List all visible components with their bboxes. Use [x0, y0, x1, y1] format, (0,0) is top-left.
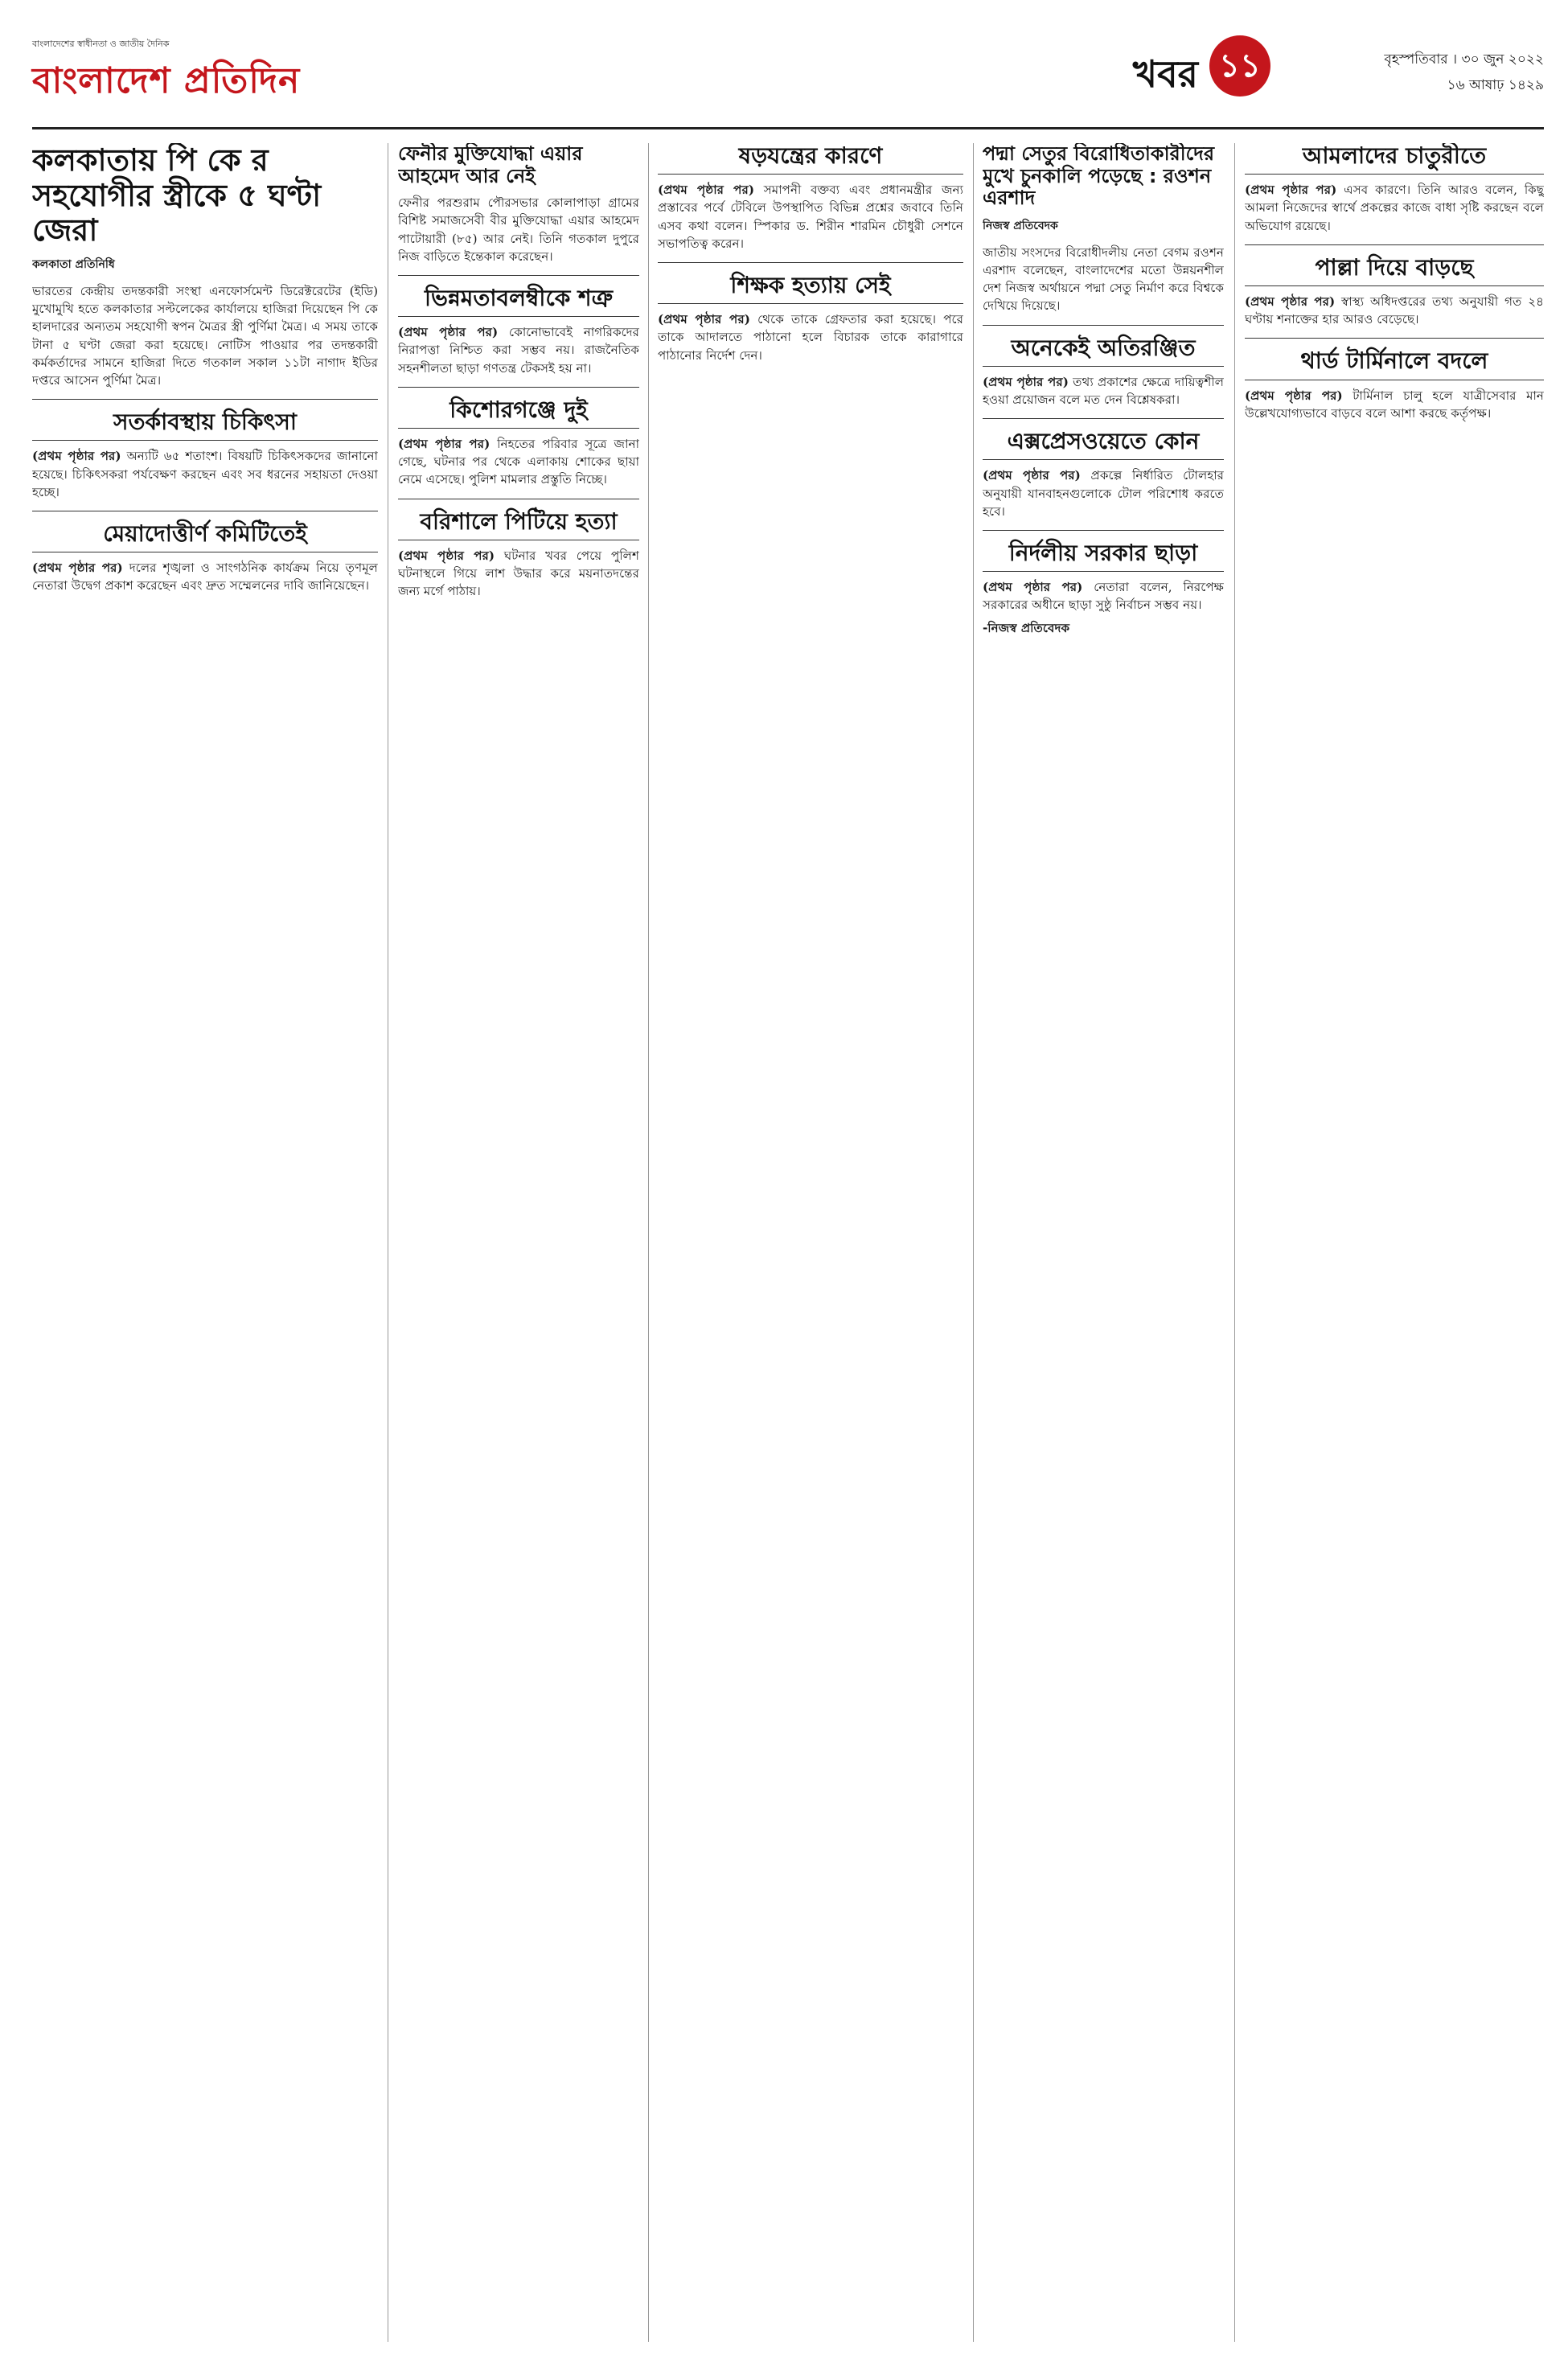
article-headline: ফেনীর মুক্তিযোদ্ধা এয়ার আহমেদ আর নেই	[398, 143, 583, 187]
column-5	[1245, 143, 1544, 2342]
divider	[32, 399, 378, 400]
divider	[983, 325, 1224, 326]
continued-ref: (প্রথম পৃষ্ঠার পর)	[1245, 388, 1343, 403]
article-headline: থার্ড টার্মিনালে বদলে	[1245, 348, 1544, 380]
article-headline: অনেকেই অতিরঞ্জিত	[983, 335, 1224, 367]
article-body: অন্যটি ৬৫ শতাংশ। বিষয়টি চিকিৎসকদের জানানো হয়েছে। চিকিৎসকরা পর্যবেক্ষণ করছেন এবং সব ধরনের সহায়তা দেওয়া হচ্ছে।	[32, 449, 378, 499]
article-headline: ভিন্নমতাবলম্বীকে শত্রু	[398, 285, 639, 317]
article-body: সমাপনী বক্তব্য এবং প্রধানমন্ত্রীর জন্য প্রস্তাবের পর্বে টেবিলে উপস্থাপিত বিভিন্ন প্রশ্নের জবাবে তিনি এসব কথা বলেন। স্পিকার ড. শিরীন শারমিন চৌধুরী সেশনে সভাপতিত্ব করেন।	[658, 183, 963, 251]
article-headline: নির্দলীয় সরকার ছাড়া	[983, 540, 1224, 572]
article-headline: পাল্লা দিয়ে বাড়ছে	[1245, 255, 1544, 286]
article-headline: বরিশালে পিটিয়ে হত্যা	[398, 509, 639, 540]
column-divider	[1234, 143, 1235, 2342]
article-headline: সতর্কাবস্থায় চিকিৎসা	[32, 409, 378, 441]
continued-ref: (প্রথম পৃষ্ঠার পর)	[398, 436, 491, 451]
continued-ref: (প্রথম পৃষ্ঠার পর)	[658, 312, 750, 327]
continued-ref: (প্রথম পৃষ্ঠার পর)	[1245, 294, 1336, 309]
divider	[983, 418, 1224, 419]
continued-ref: (প্রথম পৃষ্ঠার পর)	[983, 374, 1069, 389]
column-3	[658, 143, 963, 2342]
logo-name: বাংলাদেশ প্রতিদিন	[32, 60, 301, 101]
article-headline: শিক্ষক হত্যায় সেই	[658, 273, 963, 304]
article-body: তথ্য প্রকাশের ক্ষেত্রে দায়িত্বশীল হওয়া প্রয়োজন বলে মত দেন বিশ্লেষকরা।	[983, 374, 1224, 407]
article-headline: আমলাদের চাতুরীতে	[1245, 143, 1544, 175]
section-label: খবর	[1132, 52, 1198, 96]
article-body: দলের শৃঙ্খলা ও সাংগঠনিক কার্যক্রম নিয়ে তৃণমূল নেতারা উদ্বেগ প্রকাশ করেছেন এবং দ্রুত সম্মেলনের দাবি জানিয়েছেন।	[32, 561, 378, 594]
article-headline: মেয়াদোত্তীর্ণ কমিটিতেই	[32, 521, 378, 552]
continued-ref: (প্রথম পৃষ্ঠার পর)	[32, 449, 121, 464]
article-body: ভারতের কেন্দ্রীয় তদন্তকারী সংস্থা এনফোর্সমেন্ট ডিরেক্টরেটের (ইডি) মুখোমুখি হতে কলকাতার সল্টলেকের কার্যালয়ে হাজিরা দিয়েছেন পি কে হালদারের অন্যতম সহযোগী স্বপন মৈত্রর স্ত্রী পুর্ণিমা মৈত্র। এ সময় তাকে টানা ৫ ঘণ্টা জেরা করা হয়েছে। নোটিস পাওয়ার পর তদন্তকারী কর্মকর্তাদের সামনে হাজিরা দিতে গতকাল সকাল ১১টা নাগাদ ইডির দপ্তরে আসেন পুর্ণিমা মৈত্র।	[32, 284, 378, 388]
column-1	[32, 143, 378, 2342]
continued-ref: (প্রথম পৃষ্ঠার পর)	[658, 183, 755, 198]
divider	[398, 275, 639, 276]
dateline	[1384, 47, 1544, 98]
column-2	[398, 143, 639, 2342]
divider	[658, 262, 963, 263]
article-body: নেতারা বলেন, নিরপেক্ষ সরকারের অধীনে ছাড়া সুষ্ঠু নির্বাচন সম্ভব নয়।	[983, 580, 1224, 613]
article-body: কোনোভাবেই নাগরিকদের নিরাপত্তা নিশ্চিত করা সম্ভব নয়। রাজনৈতিক সহনশীলতা ছাড়া গণতন্ত্র টেকসই হয় না।	[398, 325, 639, 376]
article-byline: কলকাতা প্রতিনিধি	[32, 258, 115, 272]
article-body: প্রকল্পে নির্ধারিত টোলহার অনুযায়ী যানবাহনগুলোকে টোল পরিশোধ করতে হবে।	[983, 468, 1224, 519]
article-body: থেকে তাকে গ্রেফতার করা হয়েছে। পরে তাকে আদালতে পাঠানো হলে বিচারক তাকে কারাগারে পাঠানোর নির্দেশ দেন।	[658, 312, 963, 363]
continued-ref: (প্রথম পৃষ্ঠার পর)	[1245, 183, 1337, 198]
article-body: এসব কারণে। তিনি আরও বলেন, কিছু আমলা নিজেদের স্বার্থে প্রকল্পের কাজে বাধা সৃষ্টি করছেন বলে অভিযোগ রয়েছে।	[1245, 183, 1544, 233]
divider	[983, 530, 1224, 531]
article-headline: এক্সপ্রেসওয়েতে কোন	[983, 429, 1224, 460]
article-body: টার্মিনাল চালু হলে যাত্রীসেবার মান উল্লেখযোগ্যভাবে বাড়বে বলে আশা করছে কর্তৃপক্ষ।	[1245, 388, 1544, 421]
article-body: ঘটনার খবর পেয়ে পুলিশ ঘটনাস্থলে গিয়ে লাশ উদ্ধার করে ময়নাতদন্তের জন্য মর্গে পাঠায়।	[398, 548, 639, 599]
logo-tagline: বাংলাদেশের স্বাধীনতা ও জাতীয় দৈনিক	[32, 39, 170, 49]
divider	[1245, 338, 1544, 339]
article-headline: কিশোরগঞ্জে দুই	[398, 397, 639, 429]
continued-ref: (প্রথম পৃষ্ঠার পর)	[983, 468, 1081, 483]
article-body: ফেনীর পরশুরাম পৌরসভার কোলাপাড়া গ্রামের বিশিষ্ট সমাজসেবী বীর মুক্তিযোদ্ধা এয়ার আহমেদ পাটোয়ারী (৮৫) আর নেই। তিনি গতকাল দুপুরে নিজ বাড়িতে ইন্তেকাল করেছেন।	[398, 195, 639, 264]
article-body: জাতীয় সংসদের বিরোধীদলীয় নেতা বেগম রওশন এরশাদ বলেছেন, বাংলাদেশের মতো উন্নয়নশীল দেশ নিজস্ব অর্থায়নে পদ্মা সেতু নির্মাণ করে বিশ্বকে দেখিয়ে দিয়েছে।	[983, 244, 1224, 314]
article-headline: কলকাতায় পি কে র সহযোগীর স্ত্রীকে ৫ ঘণ্টা জেরা	[32, 143, 322, 248]
divider	[398, 387, 639, 388]
continued-ref: (প্রথম পৃষ্ঠার পর)	[983, 580, 1083, 595]
date-weekday: বৃহস্পতিবার । ৩০ জুন ২০২২	[1384, 51, 1544, 68]
article-headline: পদ্মা সেতুর বিরোধিতাকারীদের মুখে চুনকালি পড়েছে : রওশন এরশাদ	[983, 143, 1215, 210]
continued-ref: (প্রথম পৃষ্ঠার পর)	[32, 561, 123, 576]
article-byline: -নিজস্ব প্রতিবেদক	[983, 620, 1070, 635]
column-4	[983, 143, 1224, 2342]
masthead	[32, 31, 1544, 129]
article-byline: নিজস্ব প্রতিবেদক	[983, 219, 1058, 232]
article-body: স্বাস্থ্য অধিদপ্তরের তথ্য অনুযায়ী গত ২৪ ঘণ্টায় শনাক্তের হার আরও বেড়েছে।	[1245, 294, 1544, 327]
article-body: নিহতের পরিবার সূত্রে জানা গেছে, ঘটনার পর থেকে এলাকায় শোকের ছায়া নেমে এসেছে। পুলিশ মামলার প্রস্তুতি নিচ্ছে।	[398, 436, 639, 487]
page-number-badge: ১১	[1209, 35, 1270, 97]
article-headline: ষড়যন্ত্রের কারণে	[658, 143, 963, 175]
continued-ref: (প্রথম পৃষ্ঠার পর)	[398, 325, 499, 340]
continued-ref: (প্রথম পৃষ্ঠার পর)	[398, 548, 495, 563]
column-divider	[973, 143, 974, 2342]
column-divider	[648, 143, 649, 2342]
newspaper-logo	[32, 37, 300, 113]
divider	[1245, 244, 1544, 245]
date-bangla: ১৬ আষাঢ় ১৪২৯	[1447, 77, 1544, 93]
